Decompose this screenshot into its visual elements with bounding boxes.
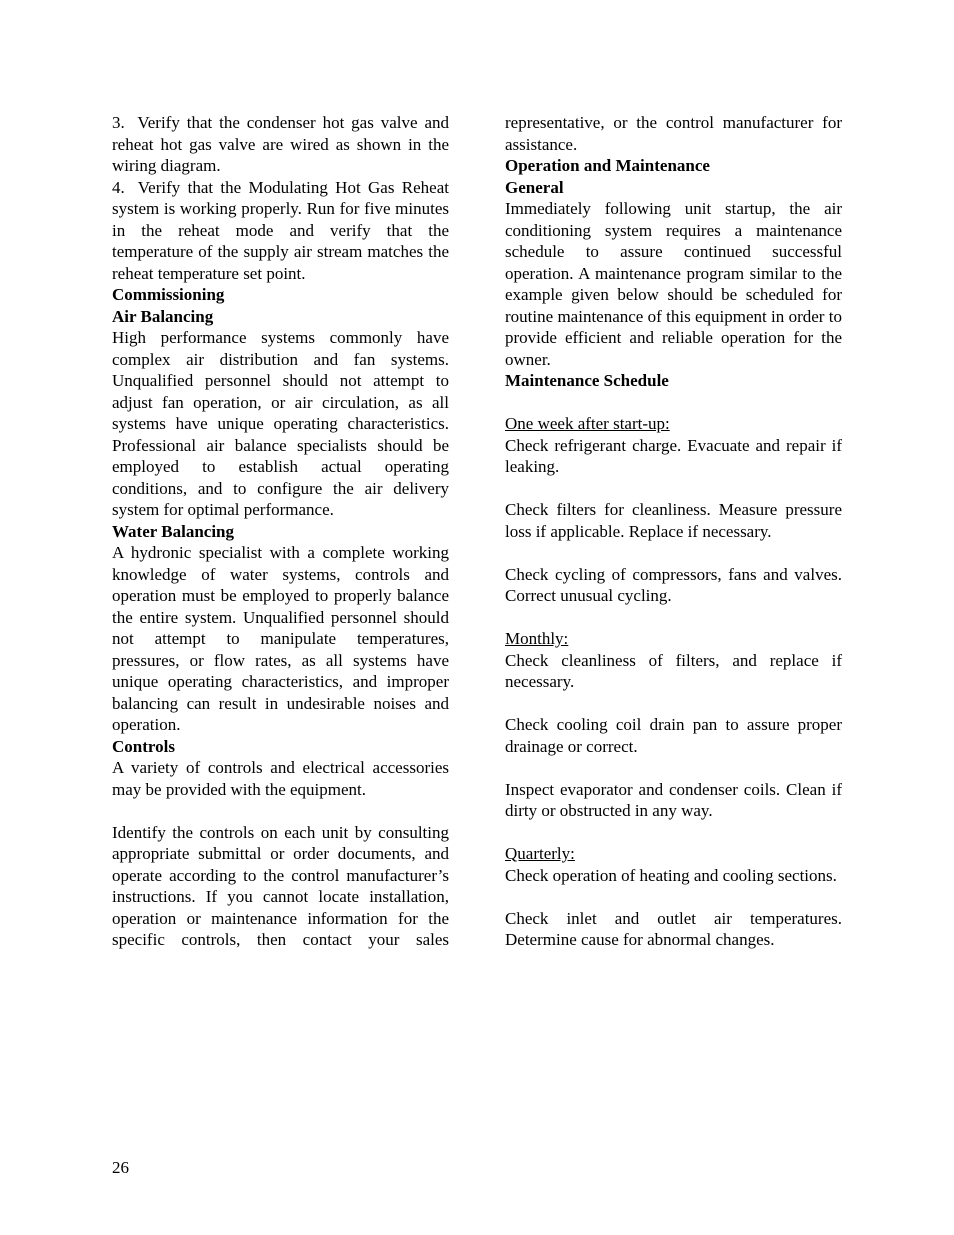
step-4 — [112, 177, 449, 285]
controls-text-2: Identify the controls on each unit by consulting appropriate submittal or order documents, and operate according to the control manufacturer’s instructions. If you cannot locate installation, operation or maintenance information for the specific controls, then contact your sales — [112, 822, 449, 949]
monthly-item-2: Check cooling coil drain pan to assure proper drainage or correct. — [505, 715, 842, 756]
water-balancing-text: A hydronic specialist with a complete working knowledge of water systems, controls and operation must be employed to properly balance the entire system. Unqualified personnel should not attempt to manipulate temperatures, pressures, or flow rates, as all systems have unique operating characteristics, and improper balancing can result in undesirable noises and operation. — [112, 543, 449, 734]
step-3-text: Verify that the condenser hot gas valve and reheat hot gas valve are wired as shown in the wiring diagram. — [112, 113, 449, 175]
operation-maintenance-heading: Operation and Maintenance — [505, 156, 710, 175]
monthly-item-3: Inspect evaporator and condenser coils. Clean if dirty or obstructed in any way. — [505, 779, 842, 820]
commissioning-heading: Commissioning — [112, 285, 225, 304]
step-3 — [112, 112, 449, 177]
controls-continued-text: representative, or the control manufacturer for assistance. — [505, 113, 842, 154]
monthly-item-1: Check cleanliness of filters, and replace if necessary. — [505, 650, 842, 691]
quarterly-item-1: Check operation of heating and cooling sections. — [505, 865, 837, 885]
right-column — [505, 112, 842, 951]
monthly-label: Monthly: — [505, 629, 569, 648]
one-week-label: One week after start-up: — [505, 414, 670, 433]
air-balancing-text: High performance systems commonly have complex air distribution and fan systems. Unqualified personnel should not attempt to adjust fan operation, or air circulation, as all systems have unique operating characteristics. Professional air balance specialists should be employed to establish actual operating conditions, and to configure the air delivery system for optimal performance. — [112, 328, 449, 519]
maintenance-schedule-heading: Maintenance Schedule — [505, 371, 669, 390]
controls-heading: Controls — [112, 736, 175, 756]
page-number: 26 — [112, 1158, 129, 1177]
step-3-number: 3. — [112, 113, 125, 132]
water-balancing-heading: Water Balancing — [112, 521, 234, 541]
air-balancing-heading: Air Balancing — [112, 306, 214, 326]
step-4-number: 4. — [112, 177, 125, 197]
one-week-item-3: Check cycling of compressors, fans and valves. Correct unusual cycling. — [505, 564, 842, 605]
left-column — [112, 112, 449, 951]
general-heading: General — [505, 177, 564, 197]
one-week-item-2: Check filters for cleanliness. Measure pressure loss if applicable. Replace if necessary. — [505, 500, 842, 541]
one-week-item-1: Check refrigerant charge. Evacuate and repair if leaking. — [505, 435, 842, 476]
quarterly-item-2: Check inlet and outlet air temperatures. Determine cause for abnormal changes. — [505, 908, 842, 949]
step-4-text: Verify that the Modulating Hot Gas Reheat system is working properly. Run for five minutes in the reheat mode and verify that the temperature of the supply air stream matches the reheat temperature set point. — [112, 177, 449, 283]
controls-text-1: A variety of controls and electrical accessories may be provided with the equipment. — [112, 758, 449, 799]
general-text: Immediately following unit startup, the air conditioning system requires a maintenance schedule to assure continued successful operation. A maintenance program similar to the example given below should be scheduled for routine maintenance of this equipment in order to provide efficient and reliable operation for the owner. — [505, 199, 842, 369]
quarterly-label: Quarterly: — [505, 844, 575, 863]
